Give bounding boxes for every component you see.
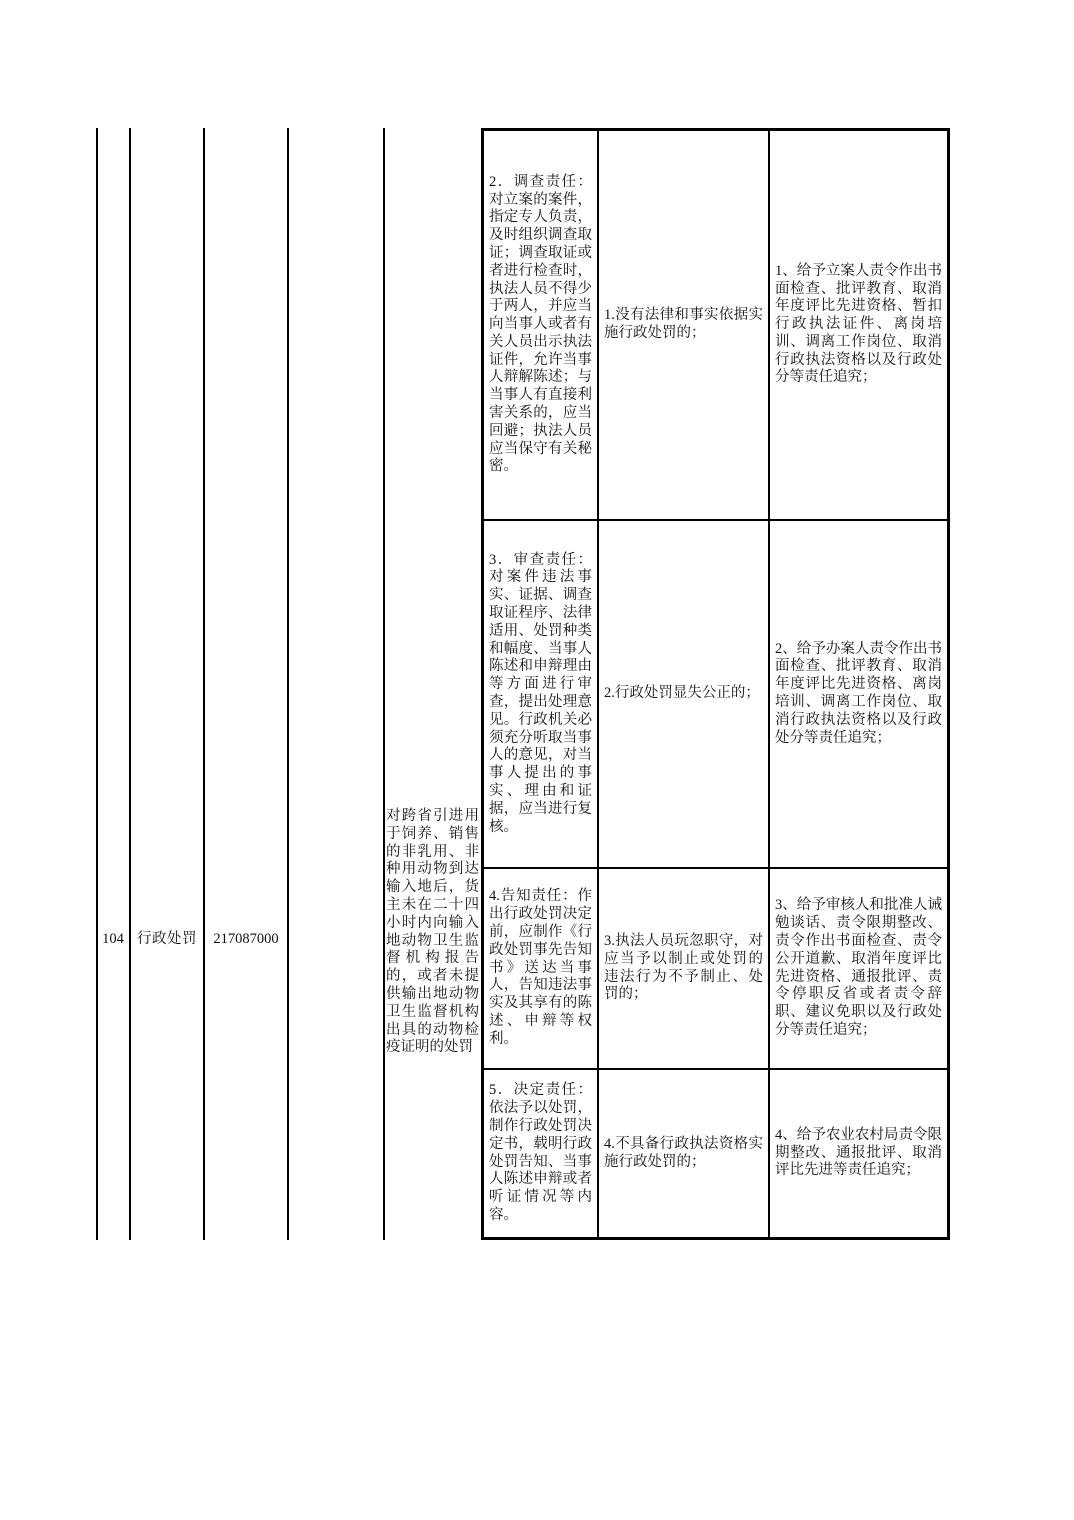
violation-text: 1.没有法律和事实依据实施行政处罚的；	[604, 307, 763, 341]
accountability-cell	[770, 131, 947, 521]
accountability-text: 2、给予办案人责令作出书面检查、批评教育、取消年度评比先进资格、离岗培训、调离工作岗位、取消行政执法资格以及行政处分等责任追究；	[775, 640, 942, 746]
violation-text: 3.执法人员玩忽职守，对应当予以制止或处罚的违法行为不予制止、处罚的；	[604, 932, 763, 1003]
column-divider	[203, 128, 205, 1240]
power-category-cell: 行政处罚	[137, 931, 197, 947]
duty-text: 3．审查责任：对案件违法事实、证据、调查取证程序、法律适用、处罚种类和幅度、当事人陈述和申辩理由等方面进行审查，提出处理意见。行政机关必须充分听取当事人的意见，对当事人提出的事实、理由和证据，应当进行复核。	[489, 551, 592, 835]
column-divider	[383, 128, 385, 1240]
accountability-cell	[770, 1070, 947, 1237]
column-divider	[129, 128, 131, 1240]
column-divider	[287, 128, 289, 1240]
seq-number-cell: 104	[102, 931, 124, 947]
accountability-cell	[770, 869, 947, 1070]
duty-cell	[484, 131, 599, 521]
power-matter-cell: 对跨省引进用于饲养、销售的非乳用、非种用动物到达输入地后，货主未在二十四小时内向输入地动物卫生监督机构报告的，或者未提供输出地动物卫生监督机构出具的动物检疫证明的处罚	[386, 808, 479, 1056]
violation-cell	[599, 131, 770, 521]
accountability-text: 3、给予审核人和批准人诫勉谈话、责令限期整改、责令作出书面检查、责令公开道歉、取消年度评比先进资格、通报批评、责令停职反省或者责令辞职、建议免职以及行政处分等责任追究；	[775, 897, 942, 1038]
responsibility-table	[481, 128, 950, 1240]
violation-cell	[599, 869, 770, 1070]
violation-text: 4.不具备行政执法资格实施行政处罚的；	[604, 1135, 763, 1170]
duty-text: 5．决定责任：依法予以处罚，制作行政处罚决定书，载明行政处罚告知、当事人陈述申辩或者听证情况等内容。	[489, 1082, 592, 1223]
duty-text: 2．调查责任：对立案的案件，指定专人负责，及时组织调查取证；调查取证或者进行检查时，执法人员不得少于两人，并应当向当事人或者有关人员出示执法证件，允许当事人辩解陈述；与当事人有直接利害关系的，应当回避；执法人员应当保守有关秘密。	[489, 173, 592, 475]
duty-text: 4.告知责任：作出行政处罚决定前，应制作《行政处罚事先告知书》送达当事人，告知违法事实及其享有的陈述、申辩等权利。	[489, 888, 592, 1047]
violation-cell	[599, 1070, 770, 1237]
accountability-cell	[770, 521, 947, 869]
duty-cell	[484, 869, 599, 1070]
duty-cell	[484, 521, 599, 869]
violation-text: 2.行政处罚显失公正的；	[604, 685, 760, 702]
duty-cell	[484, 1070, 599, 1237]
violation-cell	[599, 521, 770, 869]
power-code-cell: 217087000	[213, 931, 279, 947]
column-divider	[96, 128, 98, 1240]
accountability-text: 4、给予农业农村局责令限期整改、通报批评、取消评比先进等责任追究；	[775, 1126, 942, 1179]
accountability-text: 1、给予立案人责令作出书面检查、批评教育、取消年度评比先进资格、暂扣行政执法证件、离岗培训、调离工作岗位、取消行政执法资格以及行政处分等责任追究；	[775, 262, 942, 386]
